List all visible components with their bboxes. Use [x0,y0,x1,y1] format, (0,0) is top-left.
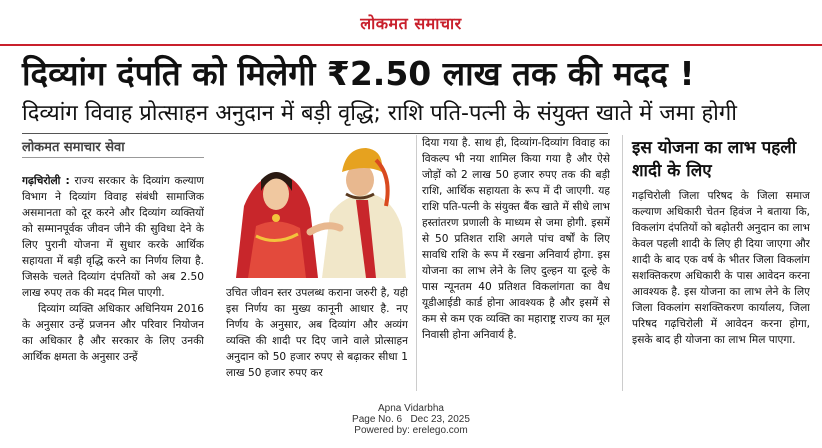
column-divider [416,135,417,391]
byline: लोकमत समाचार सेवा [22,140,125,155]
masthead-title: लोकमत समाचार [360,14,462,33]
footer-page: Page No. 6 [352,414,403,425]
subheadline: दिव्यांग विवाह प्रोत्साहन अनुदान में बड़ी वृद्धि; राशि पति-पत्नी के संयुक्त खाते में जमा होगी [22,101,737,126]
footer-date: Dec 23, 2025 [410,414,470,425]
side-heading: इस योजना का लाभ पहली शादी के लिए [632,138,797,181]
col4-paragraph: गढ़चिरोली जिला परिषद के जिला समाज कल्याण अधिकारी चेतन हिवंज ने बताया कि, विकलांग दंपतियों को बढ़ोतरी अनुदान का लाभ केवल पहली शादी के लिए ही दिया जाएगा और शादी के बाद एक वर्ष के भीतर जिला विकलांग सशक्तिकरण अधिकारी के पास आवेदन करना आवश्यक है. इस योजना का लाभ लेने के लिए जिला विकलांग सशक्तिकरण कार्यालय, जिला परिषद गढ़चिरोली में आवेदन करना होगा, इसके बाद ही योजना का लाभ मिल पाएगा. [632,190,810,346]
headline: दिव्यांग दंपति को मिलेगी ₹2.50 लाख तक की मदद ! [22,54,695,93]
divider [22,133,608,134]
footer-publication: Apna Vidarbha [378,403,444,414]
couple-photo [226,136,408,278]
couple-illustration [226,136,408,278]
col1-paragraph-1: राज्य सरकार के दिव्यांग कल्याण विभाग ने दिव्यांग विवाह संबंधी सामाजिक असमानता को दूर करने और दिव्यांग व्यक्तियों को सम्मानपूर्वक जीवन जीने की सुविधा देने के लिए पुरानी योजना में सुधार करके आर्थिक सहायता में बड़ी वृद्धि करने का निर्णय लिया है. जिसके चलते दिव्यांग दंपतियों को अब 2.50 लाख रुपए तक की मदद मिल पाएगी. [22,175,204,299]
col2-paragraph: उचित जीवन स्तर उपलब्ध कराना जरुरी है, यही इस निर्णय का मुख्य कानूनी आधार है. नए निर्णय के अनुसार, अब दिव्यांग और अव्यंग व्यक्ति की शादी पर दिए जाने वाले प्रोत्साहन अनुदान को 50 हजार रुपए से बढ़ाकर सीधा 1 लाख 50 हजार रुपए कर [226,287,408,379]
col1-paragraph-2: दिव्यांग व्यक्ति अधिकार अधिनियम 2016 के अनुसार उन्हें प्रजनन और परिवार नियोजन का अधिकार है और सरकार के लिए उनकी आर्थिक क्षमता के अनुसार उन्हें [22,303,204,363]
divider [22,157,204,158]
col3-paragraph: दिया गया है. साथ ही, दिव्यांग-दिव्यांग विवाह का विकल्प भी नया शामिल किया गया है और ऐसे जोड़ों को 2 लाख 50 हजार रुपए तक की बड़ी राशि, आर्थिक सहायता के रूप में दी जाएगी. यह राशि पति-पत्नी के संयुक्त बैंक खाते में सीधे लाभ हस्तांतरण प्रणाली के माध्यम से जमा होगी. इसमें से 50 प्रतिशत राशि अगले पांच वर्षों के लिए सावधि राशि के रूप में रखना अनिवार्य होगा. इस योजना का लाभ लेने के लिए दुल्हन या दूल्हे के पास न्यूनतम 40 प्रतिशत विकलांगता का वैध यूडीआईडी कार्ड होना आवश्यक है और इसमें से कम से कम एक व्यक्ति का महाराष्ट्र राज्य का मूल निवासी होना अनिवार्य है. [422,137,610,341]
column-4 [632,188,810,391]
masthead [0,0,822,46]
footer-powered-by: Powered by: erelego.com [354,425,468,436]
column-divider [622,135,623,391]
column-3 [422,135,610,391]
column-1 [22,173,204,391]
dateline: गढ़चिरोली : [22,175,70,187]
footer [0,403,822,436]
column-2 [226,285,408,391]
